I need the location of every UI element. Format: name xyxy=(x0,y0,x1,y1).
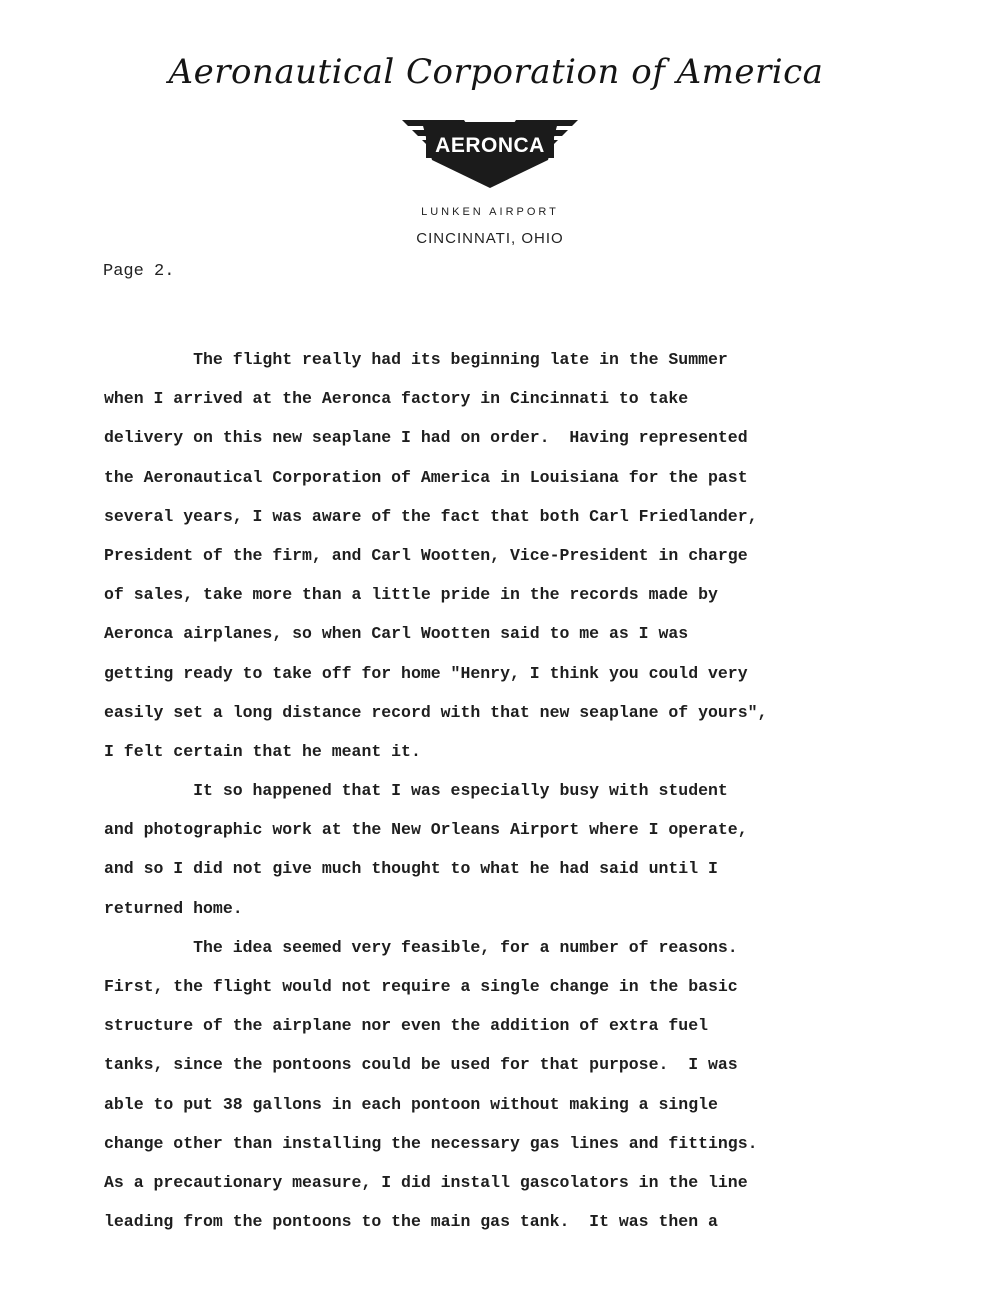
body-line: Aeronca airplanes, so when Carl Wootten said to me as I was xyxy=(104,624,689,644)
body-line: delivery on this new seaplane I had on order. Having represented xyxy=(104,428,748,448)
page-number: Page 2. xyxy=(103,262,175,281)
body-line: The idea seemed very feasible, for a number of reasons. xyxy=(104,937,738,957)
company-name: Aeronautical Corporation of America xyxy=(168,52,824,92)
logo-text: AERONCA xyxy=(435,134,545,157)
body-line: getting ready to take off for home "Henry, I think you could very xyxy=(104,663,748,683)
body-line: when I arrived at the Aeronca factory in Cincinnati to take xyxy=(104,389,689,409)
body-line: leading from the pontoons to the main gas tank. It was then a xyxy=(104,1212,718,1232)
body-line: the Aeronautical Corporation of America in Louisiana for the past xyxy=(104,467,748,487)
body-line: The flight really had its beginning late in the Summer xyxy=(104,350,728,369)
body-line: change other than installing the necessary gas lines and fittings. xyxy=(104,1133,758,1153)
body-line: I felt certain that he meant it. xyxy=(104,741,421,761)
aeronca-wing-logo xyxy=(398,112,582,190)
body-line: It so happened that I was especially busy with student xyxy=(104,781,728,801)
body-line: of sales, take more than a little pride in the records made by xyxy=(104,585,718,605)
address-line-1: LUNKEN AIRPORT xyxy=(421,206,559,218)
body-line: tanks, since the pontoons could be used for that purpose. I was xyxy=(104,1055,738,1075)
body-line: As a precautionary measure, I did install gascolators in the line xyxy=(104,1172,748,1192)
body-line: President of the firm, and Carl Wootten, Vice-President in charge xyxy=(104,545,748,565)
body-line: First, the flight would not require a single change in the basic xyxy=(104,977,738,996)
body-line: and so I did not give much thought to what he had said until I xyxy=(104,859,718,879)
body-line: able to put 38 gallons in each pontoon without making a single xyxy=(104,1094,718,1114)
body-line: several years, I was aware of the fact that both Carl Friedlander, xyxy=(104,506,758,526)
address-line-2: CINCINNATI, OHIO xyxy=(416,230,564,247)
body-line: and photographic work at the New Orleans Airport where I operate, xyxy=(104,820,748,840)
body-line: easily set a long distance record with that new seaplane of yours", xyxy=(104,702,768,722)
letter-body xyxy=(104,340,904,1241)
body-line: returned home. xyxy=(104,898,243,918)
body-line: structure of the airplane nor even the addition of extra fuel xyxy=(104,1016,708,1036)
